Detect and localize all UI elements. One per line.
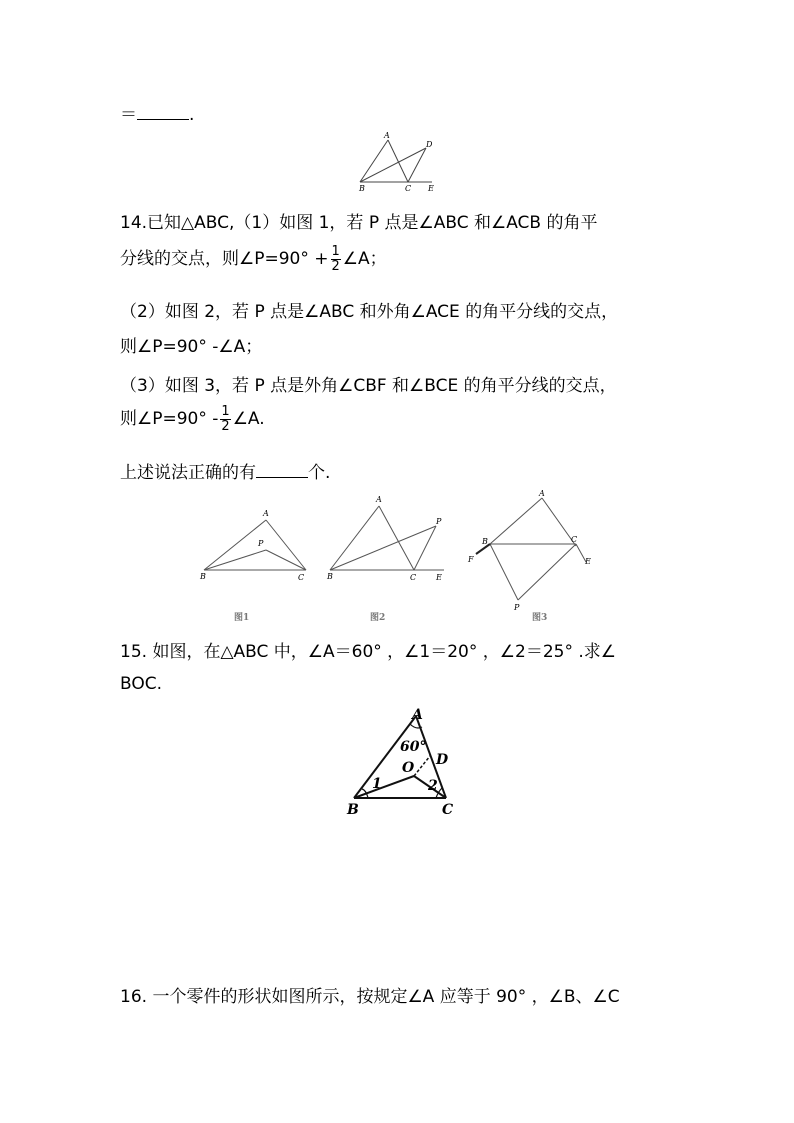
fig15-label-o: O	[402, 760, 415, 776]
q14-line-2	[120, 244, 387, 274]
fig14-2-label-b: B	[327, 572, 333, 581]
fig14-1-label-p: P	[258, 539, 264, 548]
fig14-2-caption: 图2	[370, 613, 386, 623]
q13-answer-blank	[137, 105, 189, 120]
fig14-3-label-e: E	[585, 557, 591, 566]
fig14-3-label-p: P	[514, 603, 520, 612]
fig14-3-label-a: A	[539, 489, 545, 498]
fig14-2-label-a: A	[376, 495, 382, 504]
q14-line-7-text: 上述说法正确的有	[120, 463, 256, 483]
fig14-2-label-p: P	[436, 517, 442, 526]
q14-figure-2	[324, 490, 454, 625]
q13-figure	[350, 130, 450, 194]
fig13-label-a: A	[384, 131, 390, 140]
fig15-label-c: C	[442, 802, 454, 818]
fig15-label-b: B	[347, 802, 359, 818]
q14-figure-1	[196, 500, 316, 625]
fig15-label-d: D	[436, 752, 449, 768]
fig13-label-e: E	[428, 184, 434, 193]
fig14-3-label-c: C	[571, 535, 578, 544]
q15-line-1: 15. 如图，在△ABC 中，∠A＝60° ，∠1＝20° ，∠2＝25° .求∠	[120, 642, 617, 662]
q14-figure-3	[462, 484, 602, 624]
q14-line-2-tail: ∠A；	[342, 249, 387, 269]
q14-line-2-text: 分线的交点，则∠P=90° +	[120, 249, 329, 269]
fig14-3-caption: 图3	[532, 613, 548, 623]
q14-line-5: （3）如图 3，若 P 点是外角∠CBF 和∠BCE 的角平分线的交点，	[120, 376, 617, 396]
q14-line-1: 14.已知△ABC,（1）如图 1，若 P 点是∠ABC 和∠ACB 的角平	[120, 213, 598, 233]
q14-line-4: 则∠P=90° -∠A；	[120, 337, 263, 357]
fig15-angle-60: 60°	[400, 739, 427, 755]
q13-answer-line	[120, 100, 194, 125]
fraction-one-half: $\frac{1}{2}$	[331, 243, 340, 274]
q14-line-3: （2）如图 2，若 P 点是∠ABC 和外角∠ACE 的角平分线的交点，	[120, 302, 619, 322]
fig14-3-label-f: F	[468, 555, 474, 564]
fraction-one-half: $\frac{1}{2}$	[221, 403, 230, 434]
q14-line-6-tail: ∠A.	[232, 409, 265, 429]
fig14-3-label-b: B	[482, 537, 488, 546]
fig14-1-label-a: A	[263, 509, 269, 518]
q15-line-2: BOC.	[120, 674, 163, 694]
fig13-label-b: B	[359, 184, 365, 193]
fig14-1-label-c: C	[298, 573, 305, 582]
q13-suffix: .	[189, 105, 195, 125]
fig15-angle-2: 2	[428, 778, 438, 794]
q14-line-6	[120, 404, 265, 434]
q16-line-1: 16. 一个零件的形状如图所示，按规定∠A 应等于 90° ，∠B、∠C	[120, 987, 620, 1007]
fig13-label-d: D	[426, 140, 433, 149]
fig15-label-a: A	[412, 707, 423, 723]
fig15-angle-1: 1	[372, 776, 382, 792]
fig13-label-c: C	[405, 184, 412, 193]
q14-line-7-tail: 个.	[308, 463, 331, 483]
q13-prefix: ＝	[120, 105, 137, 125]
fig14-1-caption: 图1	[234, 613, 250, 623]
q14-line-6-text: 则∠P=90° -	[120, 409, 219, 429]
fig14-2-label-c: C	[410, 573, 417, 582]
fig14-2-label-e: E	[436, 573, 442, 582]
fig14-1-label-b: B	[200, 572, 206, 581]
q14-line-7	[120, 458, 330, 483]
q14-answer-blank	[256, 463, 308, 478]
q15-figure	[338, 700, 468, 824]
